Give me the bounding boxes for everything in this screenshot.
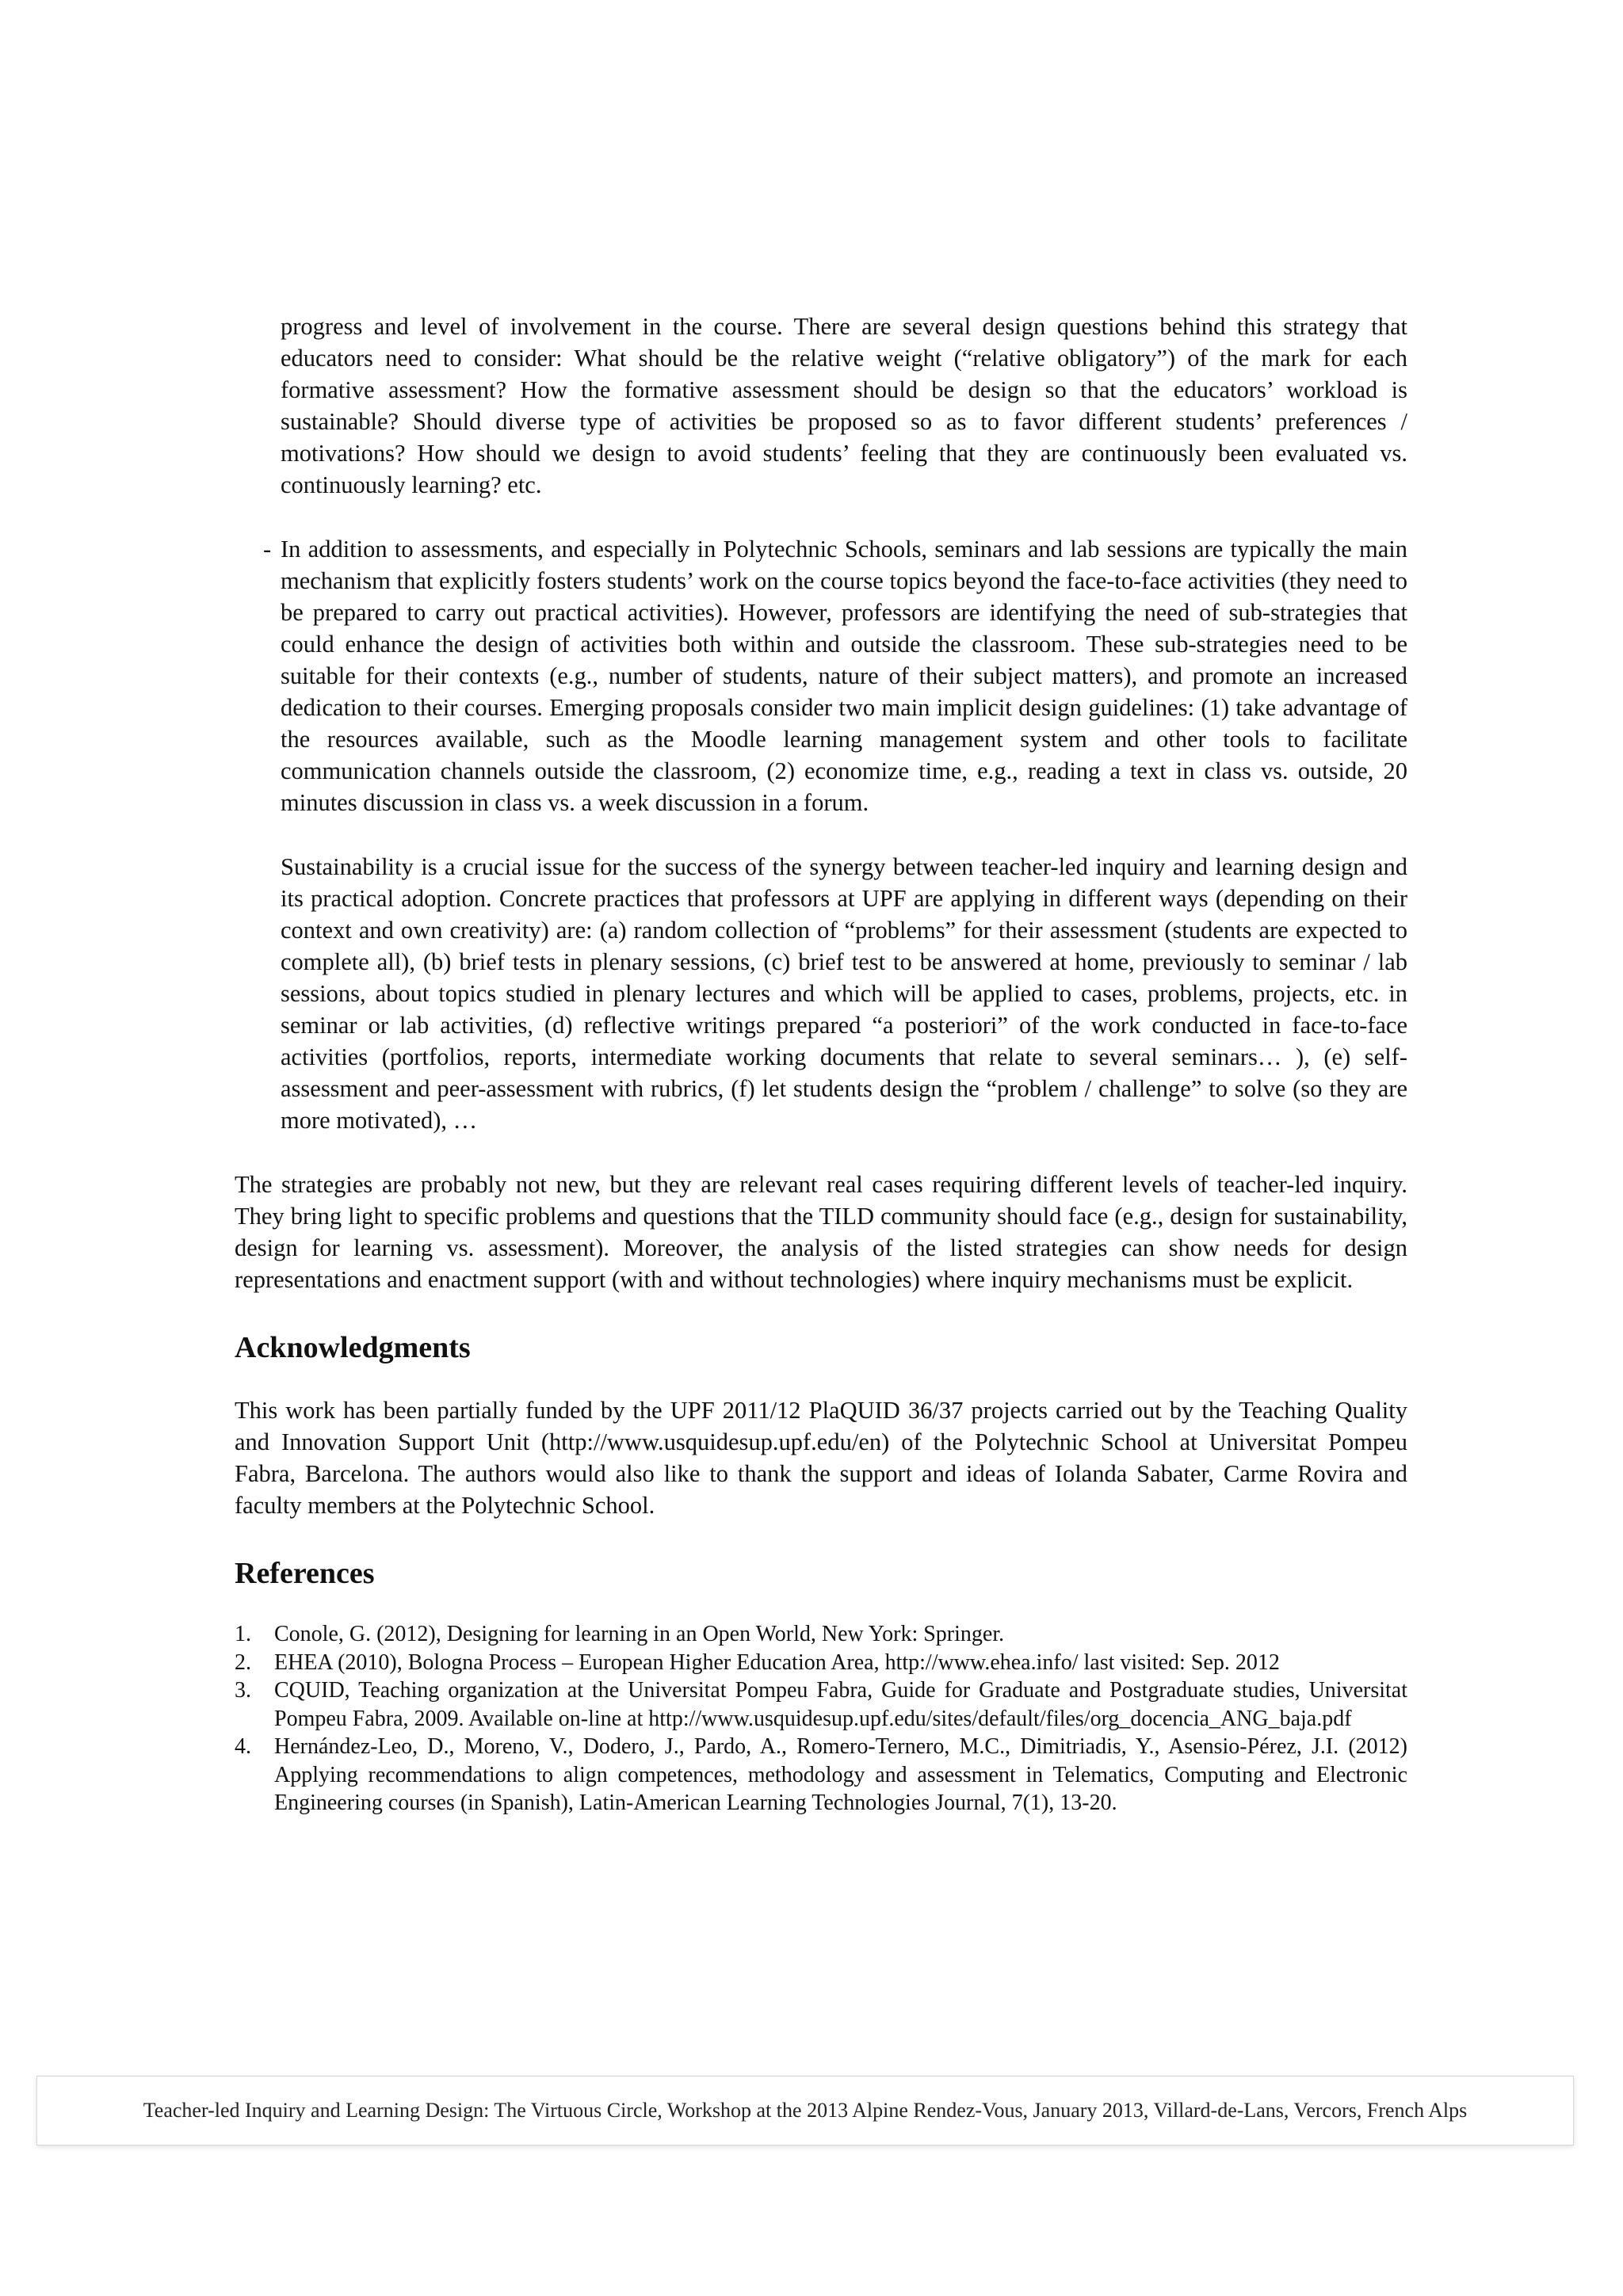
reference-item	[235, 1649, 1407, 1677]
bullet-text: In addition to assessments, and especially in Polytechnic Schools, seminars and lab sessions are typically the main mechanism that explicitly fosters students’ work on the course topics beyond the face-to-face activities (they need to be prepared to carry out practical activities). However, professors are identifying the need of sub-strategies that could enhance the design of activities both within and outside the classroom. These sub-strategies need to be suitable for their contexts (e.g., number of students, nature of their subject matters), and promote an increased dedication to their courses. Emerging proposals consider two main implicit design guidelines: (1) take advantage of the resources available, such as the Moodle learning management system and other tools to facilitate communication channels outside the classroom, (2) economize time, e.g., reading a text in class vs. outside, 20 minutes discussion in class vs. a week discussion in a forum.	[281, 536, 1407, 816]
reference-number: 3.	[235, 1678, 251, 1703]
sustainability-paragraph: Sustainability is a crucial issue for the success of the synergy between teacher-led inquiry and learning design and its practical adoption. Concrete practices that professors at UPF are applying in different ways (depending on their context and own creativity) are: (a) random collection of “problems” for their assessment (students are expected to complete all), (b) brief tests in plenary sessions, (c) brief test to be answered at home, previously to seminar / lab sessions, about topics studied in plenary lectures and which will be applied to cases, problems, projects, etc. in seminar or lab activities, (d) reflective writings prepared “a posteriori” of the work conducted in face-to-face activities (portfolios, reports, intermediate working documents that relate to several seminars… ), (e) self-assessment and peer-assessment with rubrics, (f) let students design the “problem / challenge” to solve (so they are more motivated), …	[281, 853, 1407, 1134]
reference-text: EHEA (2010), Bologna Process – European Higher Education Area, http://www.ehea.info/ last visited: Sep. 2012	[274, 1650, 1280, 1675]
reference-text: Conole, G. (2012), Designing for learning in an Open World, New York: Springer.	[274, 1622, 1005, 1646]
page-content	[235, 311, 1407, 1817]
acknowledgments-text: This work has been partially funded by the UPF 2011/12 PlaQUID 36/37 projects carried out by the Teaching Quality and Innovation Support Unit (http://www.usquidesup.upf.edu/en) of the Polytechnic School at Universitat Pompeu Fabra, Barcelona. The authors would also like to thank the support and ideas of Iolanda Sabater, Carme Rovira and faculty members at the Polytechnic School.	[235, 1397, 1407, 1519]
bullet-item	[263, 533, 1407, 818]
reference-item	[235, 1733, 1407, 1817]
reference-item	[235, 1676, 1407, 1733]
reference-number: 1.	[235, 1622, 251, 1646]
acknowledgments-heading: Acknowledgments	[235, 1331, 471, 1364]
reference-text: Hernández-Leo, D., Moreno, V., Dodero, J., Pardo, A., Romero-Ternero, M.C., Dimitriadis, Y., Asensio-Pérez, J.I. (2012) Applying recommendations to align competences, methodology and assessment in Telematics, Computing and Electronic Engineering courses (in Spanish), Latin-American Learning Technologies Journal, 7(1), 13-20.	[274, 1734, 1407, 1815]
reference-number: 4.	[235, 1734, 251, 1759]
conclusion-paragraph: The strategies are probably not new, but they are relevant real cases requiring different levels of teacher-led inquiry. They bring light to specific problems and questions that the TILD community should face (e.g., design for sustainability, design for learning vs. assessment). Moreover, the analysis of the listed strategies can show needs for design representations and enactment support (with and without technologies) where inquiry mechanisms must be explicit.	[235, 1171, 1407, 1293]
references-list	[235, 1620, 1407, 1817]
bullet-dash: -	[263, 536, 272, 563]
page-footer	[36, 2076, 1574, 2145]
references-heading: References	[235, 1557, 375, 1590]
continuation-paragraph: progress and level of involvement in the course. There are several design questions behind this strategy that educators need to consider: What should be the relative weight (“relative obligatory”) of the mark for each formative assessment? How the formative assessment should be design so that the educators’ workload is sustainable? Should diverse type of activities be proposed so as to favor different students’ preferences / motivations? How should we design to avoid students’ feeling that they are continuously been evaluated vs. continuously learning? etc.	[281, 313, 1407, 498]
reference-item	[235, 1620, 1407, 1649]
reference-number: 2.	[235, 1650, 251, 1675]
reference-text: CQUID, Teaching organization at the Universitat Pompeu Fabra, Guide for Graduate and Postgraduate studies, Universitat Pompeu Fabra, 2009. Available on-line at http://www.usquidesup.upf.edu/sites/default/files/org_docencia_ANG_baja.pdf	[274, 1678, 1407, 1731]
footer-text: Teacher-led Inquiry and Learning Design: The Virtuous Circle, Workshop at the 2013 Alpine Rendez-Vous, January 2013, Villard-de-Lans, Vercors, French Alps	[143, 2099, 1468, 2122]
